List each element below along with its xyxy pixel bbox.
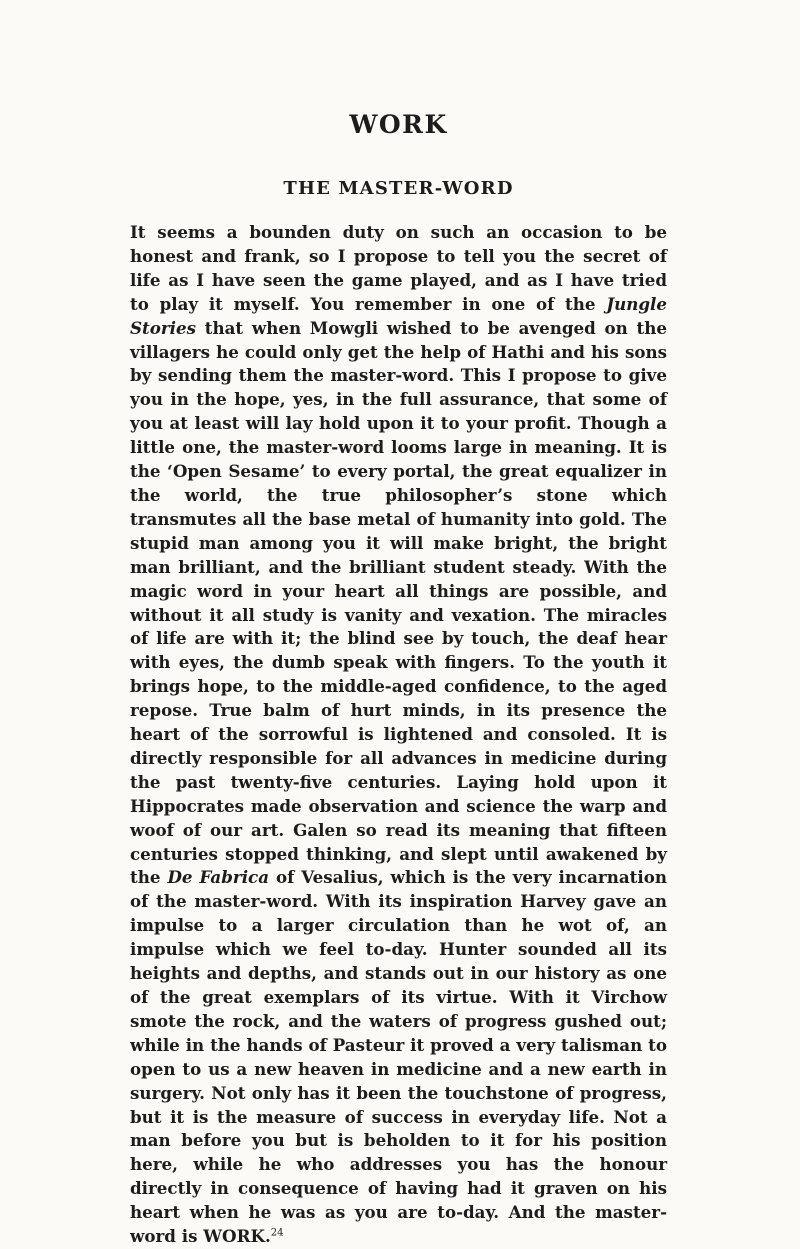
paragraph-text: It seems a bounden duty on such an occasion to be honest and frank, so I propose to tell you the secret of life as I have seen the game played, and as I have tried to play it myself. You remember in one of the — [130, 222, 667, 314]
italic-title-de-fabrica: De Fabrica — [167, 867, 270, 888]
paragraph-text: that when Mowgli wished to be avenged on the villagers he could only get the help of Hathi and his sons by sending them the master-word. This I propose to give you in the hope, yes, in the full assurance, that some of you at least will lay hold upon it to your profit. Though a little one, the master-word looms large in meaning. It is the ‘Open Sesame’ to every portal, the great equalizer in the world, the true philosopher’s stone which transmutes all the base metal of humanity into gold. The stupid man among you it will make bright, the bright man brilliant, and the brilliant student steady. With the magic word in your heart all things are possible, and without it all study is vanity and vexation. The miracles of life are with it; the blind see by touch, the deaf hear with eyes, the dumb speak with fingers. To the youth it brings hope, to the middle-aged confidence, to the aged repose. True balm of hurt minds, in its presence the heart of the sorrowful is lightened and consoled. It is directly responsible for all advances in medicine during the past twenty-five centuries. Laying hold upon it Hippocrates made observation and science the warp and woof of our art. Galen so read its meaning that fifteen centuries stopped thinking, and slept until awakened by the — [130, 317, 667, 888]
footnote-marker: 24 — [270, 1227, 284, 1239]
paragraph-text: of Vesalius, which is the very incarnation of the master-word. With its inspiration Harvey gave an impulse to a larger circulation than he wot of, an impulse which we feel to-day. Hunter sounded all its heights and depths, and stands out in our history as one of the great exemplars of its virtue. With it Virchow smote the rock, and the waters of progress gushed out; while in the hands of Pasteur it proved a very talisman to open to us a new heaven in medicine and a new earth in surgery. Not only has it been the touchstone of progress, but it is the measure of success in everyday life. Not a man before you but is beholden to it for his position here, while he who addresses you has the honour directly in consequence of having had it graven on his heart when he was as you are to-day. And the master-word is WORK. — [130, 867, 667, 1247]
page-title: WORK — [349, 110, 448, 139]
page-content — [130, 110, 667, 1249]
body-paragraph — [130, 221, 667, 1249]
section-title: THE MASTER-WORD — [283, 178, 514, 199]
italic-title-jungle-stories: Jungle Stories — [130, 293, 667, 338]
